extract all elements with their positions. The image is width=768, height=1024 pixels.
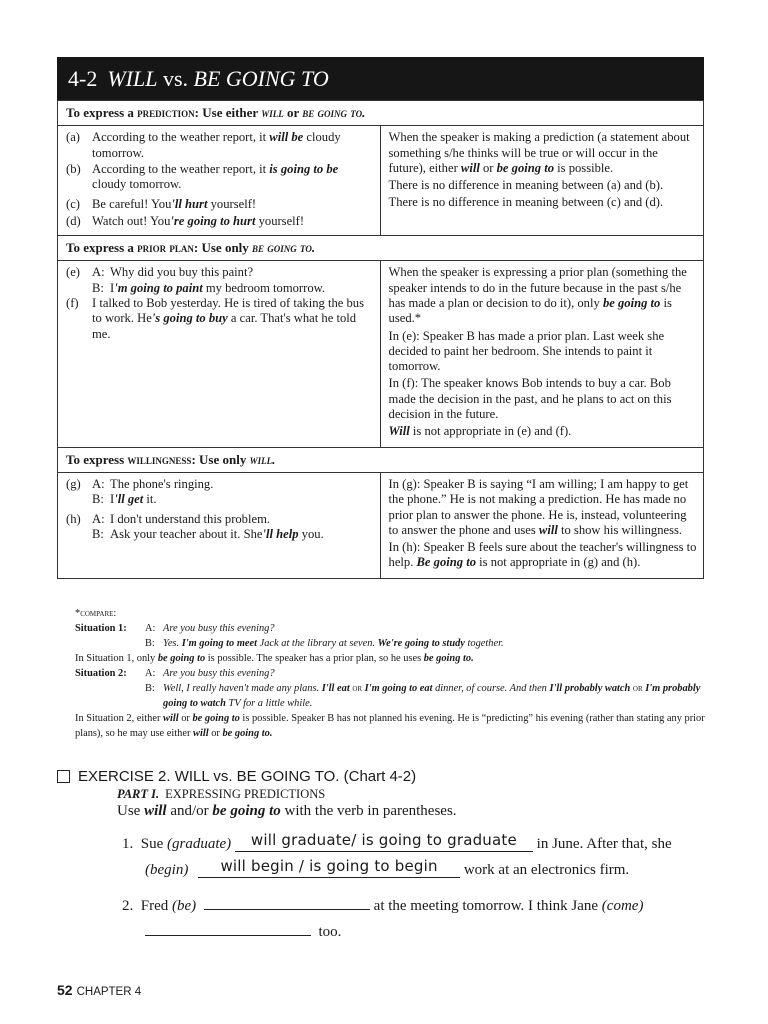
prediction-header: To express a prediction: Use either will or be going to. xyxy=(58,101,704,126)
willingness-explanation xyxy=(380,472,703,578)
example-d: (d) Watch out! You're going to hurt yourself! xyxy=(66,213,305,228)
prediction-header-row xyxy=(58,101,704,126)
willingness-header-row xyxy=(58,447,704,472)
chart-title-will: WILL xyxy=(107,66,158,91)
answer-blank-4[interactable] xyxy=(145,918,311,936)
situation-1-note: In Situation 1, only be going to is possible. The speaker has a prior plan, so he uses be going to. xyxy=(75,653,474,664)
situation-1-a: Situation 1: A: Are you busy this evening? xyxy=(75,623,275,634)
chart-title-bgt: BE GOING TO xyxy=(193,66,329,91)
exercise-checkbox-icon[interactable] xyxy=(57,770,70,783)
exercise-title: EXERCISE 2. WILL vs. BE GOING TO. (Chart 4-2) xyxy=(78,768,417,785)
example-e-a: (e) A: Why did you buy this paint? xyxy=(66,265,254,280)
example-a: (a) According to the weather report, it will be cloudy tomorrow. xyxy=(66,130,341,160)
page-footer xyxy=(57,982,141,998)
question-2-line-2: too. xyxy=(145,918,341,941)
chart-title-bar xyxy=(57,57,704,100)
situation-1-b: B: Yes. I'm going to meet Jack at the library at seven. We're going to study together. xyxy=(145,638,504,649)
answer-blank-2[interactable]: will begin / is going to begin xyxy=(198,860,460,878)
example-b: (b) According to the weather report, it is going to be cloudy tomorrow. xyxy=(66,161,339,192)
prior-plan-explanation xyxy=(380,261,703,447)
question-1-line-2: (begin) will begin / is going to begin work at an electronics firm. xyxy=(145,857,630,878)
prior-plan-explanation-2: In (e): Speaker B has made a prior plan. Last week she decided to paint her bedroom. She intends to paint it tomorrow. xyxy=(388,328,665,374)
prior-plan-explanation-4: Will is not appropriate in (e) and (f). xyxy=(388,424,572,439)
page-number: 52 xyxy=(57,982,73,998)
grammar-chart-table xyxy=(57,100,704,579)
chart-number: 4-2 xyxy=(68,66,98,91)
example-c: (c) Be careful! You'll hurt yourself! xyxy=(66,197,257,212)
example-g-a: (g) A: The phone's ringing. xyxy=(66,476,214,491)
example-e-b: B: I'm going to paint my bedroom tomorrow. xyxy=(92,280,326,295)
prior-plan-header-row xyxy=(58,236,704,261)
prediction-explanation-2: There is no difference in meaning between (a) and (b). xyxy=(388,178,664,193)
prediction-explanation xyxy=(380,126,703,236)
willingness-row xyxy=(58,472,704,578)
prediction-explanation-3: There is no difference in meaning between (c) and (d). xyxy=(388,195,664,210)
prior-plan-header: To express a prior plan: Use only be going to. xyxy=(58,236,704,261)
question-2-line-1: 2. Fred (be) at the meeting tomorrow. I think Jane (come) xyxy=(122,892,643,915)
question-1-line-1: 1. Sue (graduate) will graduate/ is going to graduate in June. After that, she xyxy=(122,831,672,852)
situation-2-a: Situation 2: A: Are you busy this evening? xyxy=(75,668,275,679)
willingness-explanation-1: In (g): Speaker B is saying “I am willing; I am happy to get the phone.” He is not making a prediction. He has made no prior plan to answer the phone. He is, instead, volunteering to answer the phone and uses will to show his willingness. xyxy=(388,476,689,537)
prior-plan-explanation-3: In (f): The speaker knows Bob intends to buy a car. Bob made the decision in the past, and he plans to act on this decision in the future. xyxy=(388,376,672,422)
answer-blank-1[interactable]: will graduate/ is going to graduate xyxy=(235,834,533,852)
example-h-a: (h) A: I don't understand this problem. xyxy=(66,511,271,526)
willingness-explanation-2: In (h): Speaker B feels sure about the teacher's willingness to help. Be going to is not appropriate in (g) and (h). xyxy=(388,540,697,570)
compare-heading: *compare: xyxy=(75,608,117,619)
exercise-heading xyxy=(57,768,707,785)
exercise-section xyxy=(57,768,707,820)
willingness-examples xyxy=(58,472,381,578)
chart-title-vs: vs. xyxy=(157,66,194,91)
example-f: (f) I talked to Bob yesterday. He is tired of taking the bus to work. He's going to buy a car. That's what he told me. xyxy=(66,295,364,341)
compare-footnote xyxy=(75,606,715,741)
example-g-b: B: I'll get it. xyxy=(92,492,157,507)
prior-plan-row xyxy=(58,261,704,447)
exercise-part-title: PART I. EXPRESSING PREDICTIONS xyxy=(117,787,326,801)
prediction-explanation-1: When the speaker is making a prediction (a statement about something s/he thinks will be true or will occur in the future), either will or be going to is possible. xyxy=(388,130,690,175)
prediction-examples xyxy=(58,126,381,236)
exercise-instructions: Use will and/or be going to with the verb in parentheses. xyxy=(117,803,457,819)
answer-blank-3[interactable] xyxy=(204,892,370,910)
situation-2-b: B: Well, I really haven't made any plans. I'll eat or I'm going to eat dinner, of course. And then I'll probably watch or I'm probably going to watch TV for a little while. xyxy=(145,683,701,709)
prior-plan-examples xyxy=(58,261,381,447)
example-h-b: B: Ask your teacher about it. She'll help you. xyxy=(92,526,324,541)
chapter-label: CHAPTER 4 xyxy=(76,986,142,998)
prediction-row xyxy=(58,126,704,236)
prior-plan-explanation-1: When the speaker is expressing a prior plan (something the speaker intends to do in the future because in the past s/he has made a plan or decision to do it), only be going to is used.* xyxy=(388,265,687,326)
willingness-header: To express willingness: Use only will. xyxy=(58,447,704,472)
situation-2-note: In Situation 2, either will or be going to is possible. Speaker B has not planned his evening. He is “predicting” his evening (rather than stating any prior plans), so he may use either will or be going to. xyxy=(75,713,705,739)
